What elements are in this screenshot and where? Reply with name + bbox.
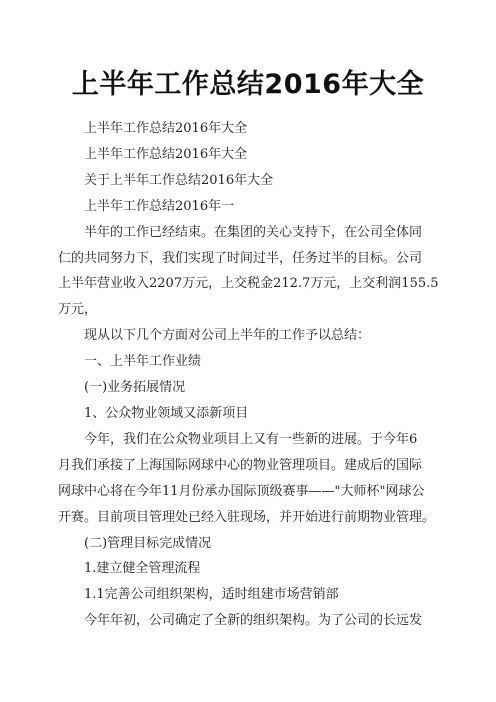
- paragraph-line: 1.1完善公司组织架构，适时组建市场营销部: [84, 587, 339, 603]
- paragraph-line: 今年年初，公司确定了全新的组织架构。为了公司的长远发: [84, 613, 423, 629]
- document-title: 上半年工作总结2016年大全: [71, 69, 425, 100]
- paragraph-line: 网球中心将在今年11月份承办国际顶级赛事——"大师杯"网球公: [58, 483, 425, 499]
- paragraph-line: 关于上半年工作总结2016年大全: [84, 172, 274, 188]
- paragraph-line: 上半年工作总结2016年一: [84, 198, 235, 214]
- paragraph-line: (一)业务拓展情况: [84, 380, 186, 396]
- paragraph-line: 1、公众物业领域又添新项目: [84, 405, 249, 421]
- paragraph-line: 今年，我们在公众物业项目上又有一些新的进展。于今年6: [84, 431, 418, 447]
- paragraph-line: (二)管理目标完成情况: [84, 535, 212, 551]
- paragraph-line: 1.建立健全管理流程: [84, 561, 201, 577]
- paragraph-line: 上半年营业收入2207万元，上交税金212.7万元，上交利润155.5: [58, 276, 439, 292]
- paragraph-line: 月我们承接了上海国际网球中心的物业管理项目。建成后的国际: [58, 457, 423, 473]
- paragraph-line: 上半年工作总结2016年大全: [84, 146, 248, 162]
- paragraph-line: 上半年工作总结2016年大全: [84, 121, 248, 136]
- paragraph-line: 仁的共同努力下，我们实现了时间过半，任务过半的目标。公司: [58, 250, 423, 266]
- paragraph-line: 万元，: [58, 302, 98, 318]
- paragraph-line: 半年的工作已经结束。在集团的关心支持下，在公司全体同: [84, 224, 423, 240]
- paragraph-line: 开赛。目前项目管理处已经入驻现场，并开始进行前期物业管理。: [58, 509, 436, 525]
- paragraph-line: 现从以下几个方面对公司上半年的工作予以总结：: [84, 328, 371, 344]
- document-body: [58, 116, 458, 634]
- paragraph-line: 一、上半年工作业绩: [84, 354, 202, 370]
